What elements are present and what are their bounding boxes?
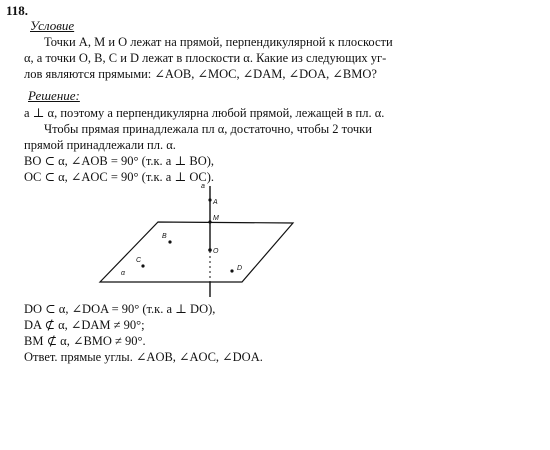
label-a: A bbox=[213, 199, 218, 206]
solution-line-1: a ⊥ α, поэтому a перпендикулярна любой прямой, лежащей в пл. α. bbox=[24, 106, 385, 120]
point-o bbox=[208, 248, 212, 252]
solution-line-3: прямой принадлежали пл. α. bbox=[24, 138, 176, 152]
point-c bbox=[141, 264, 144, 267]
condition-line-3: лов являются прямыми: ∠AOB, ∠MOC, ∠DAM, ∠DOA, ∠BMO? bbox=[24, 67, 377, 81]
label-o: O bbox=[213, 248, 219, 255]
solution-header: Решение: bbox=[28, 88, 80, 103]
label-d: D bbox=[237, 265, 243, 272]
point-m bbox=[208, 220, 211, 223]
after-line-2: DA ⊄ α, ∠DAM ≠ 90°; bbox=[24, 318, 145, 332]
point-d bbox=[230, 269, 233, 272]
problem-number: 118. bbox=[6, 3, 29, 18]
label-line-a: a bbox=[201, 183, 205, 190]
point-b bbox=[168, 240, 171, 243]
after-line-1: DO ⊂ α, ∠DOA = 90° (т.к. a ⊥ DO), bbox=[24, 302, 216, 316]
answer-line: Ответ. прямые углы. ∠AOB, ∠AOC, ∠DOA. bbox=[24, 350, 263, 364]
point-a bbox=[208, 198, 211, 201]
label-c: C bbox=[136, 257, 142, 264]
condition-header: Условие bbox=[30, 18, 75, 33]
label-m: M bbox=[213, 215, 219, 222]
condition-line-2: α, а точки O, B, C и D лежат в плоскости α. Какие из следующих уг- bbox=[24, 51, 387, 65]
condition-line-1: Точки A, M и O лежат на прямой, перпендикулярной к плоскости bbox=[44, 35, 393, 49]
solution-line-5: OC ⊂ α, ∠AOC = 90° (т.к. a ⊥ OC). bbox=[24, 170, 215, 184]
after-line-3: BM ⊄ α, ∠BMO ≠ 90°. bbox=[24, 334, 146, 348]
label-plane-alpha: α bbox=[121, 270, 125, 277]
plane-alpha bbox=[100, 222, 293, 282]
solution-line-4: BO ⊂ α, ∠AOB = 90° (т.к. a ⊥ BO), bbox=[24, 154, 215, 168]
solution-line-2: Чтобы прямая принадлежала пл α, достаточно, чтобы 2 точки bbox=[44, 122, 372, 136]
label-b: B bbox=[162, 233, 167, 240]
